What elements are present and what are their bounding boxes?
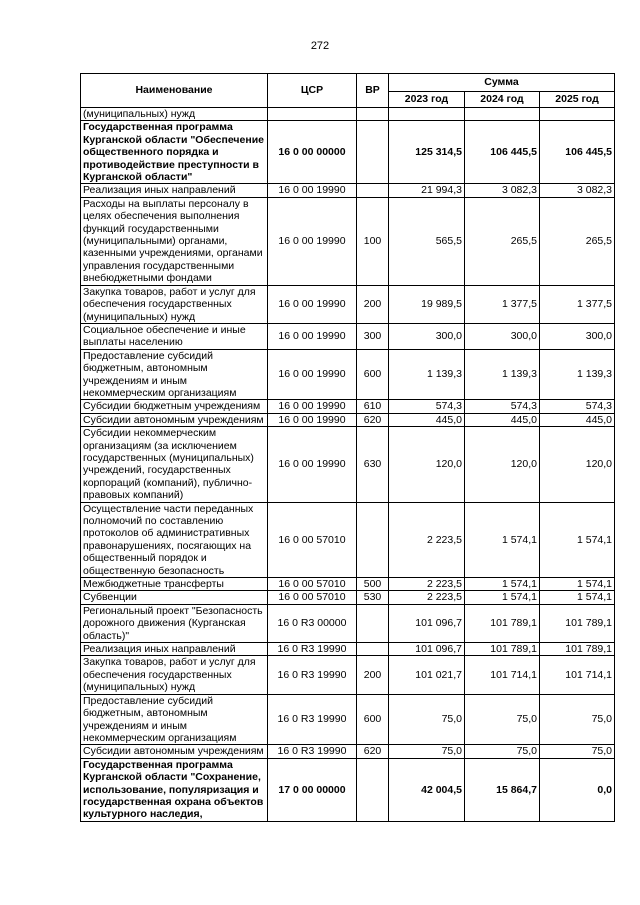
header-csr: ЦСР: [268, 74, 357, 108]
row-vr: 300: [357, 323, 389, 349]
table-row: [81, 400, 615, 413]
row-name: Субсидии бюджетным учреждениям: [81, 400, 268, 413]
row-csr: 16 0 R3 19990: [268, 643, 357, 656]
row-value-2023: 1 139,3: [389, 349, 465, 400]
row-value-2023: 101 021,7: [389, 656, 465, 694]
row-name: Социальное обеспечение и иные выплаты населению: [81, 323, 268, 349]
row-value-2024: 75,0: [465, 745, 540, 758]
row-vr: 610: [357, 400, 389, 413]
row-csr: 16 0 00 19990: [268, 197, 357, 285]
row-vr: [357, 758, 389, 821]
row-value-2023: 75,0: [389, 745, 465, 758]
row-value-2025: 101 789,1: [540, 643, 615, 656]
row-value-2025: 300,0: [540, 323, 615, 349]
row-value-2023: 120,0: [389, 427, 465, 502]
row-vr: 620: [357, 745, 389, 758]
row-csr: 16 0 R3 19990: [268, 656, 357, 694]
table-row: [81, 108, 615, 121]
row-vr: [357, 184, 389, 197]
row-value-2025: 1 139,3: [540, 349, 615, 400]
table-row: [81, 694, 615, 745]
row-value-2024: 15 864,7: [465, 758, 540, 821]
header-vr: ВР: [357, 74, 389, 108]
row-csr: [268, 108, 357, 121]
row-csr: 16 0 00 57010: [268, 502, 357, 577]
row-csr: 16 0 00 19990: [268, 427, 357, 502]
row-value-2023: 2 223,5: [389, 502, 465, 577]
row-name: Реализация иных направлений: [81, 184, 268, 197]
row-name: Закупка товаров, работ и услуг для обеспечения государственных (муниципальных) нужд: [81, 285, 268, 323]
row-value-2025: 101 714,1: [540, 656, 615, 694]
row-csr: 16 0 R3 19990: [268, 745, 357, 758]
row-value-2025: 1 574,1: [540, 502, 615, 577]
table-body: [81, 108, 615, 822]
row-csr: 16 0 00 57010: [268, 578, 357, 591]
header-2023: 2023 год: [389, 92, 465, 108]
row-value-2024: 574,3: [465, 400, 540, 413]
row-value-2024: 75,0: [465, 694, 540, 745]
row-value-2025: 445,0: [540, 413, 615, 426]
table-row: [81, 578, 615, 591]
row-value-2023: 300,0: [389, 323, 465, 349]
row-value-2025: 75,0: [540, 745, 615, 758]
table-row: [81, 643, 615, 656]
row-vr: 600: [357, 694, 389, 745]
row-vr: [357, 502, 389, 577]
row-vr: [357, 643, 389, 656]
row-value-2023: 565,5: [389, 197, 465, 285]
row-csr: 16 0 00 57010: [268, 591, 357, 604]
row-value-2023: 2 223,5: [389, 591, 465, 604]
row-value-2025: 1 574,1: [540, 591, 615, 604]
row-value-2025: [540, 108, 615, 121]
row-value-2023: [389, 108, 465, 121]
row-value-2025: 265,5: [540, 197, 615, 285]
row-value-2024: 265,5: [465, 197, 540, 285]
row-value-2024: 101 789,1: [465, 604, 540, 642]
row-csr: 16 0 00 19990: [268, 349, 357, 400]
row-value-2025: 106 445,5: [540, 121, 615, 184]
row-name: Закупка товаров, работ и услуг для обеспечения государственных (муниципальных) нужд: [81, 656, 268, 694]
row-value-2025: 1 377,5: [540, 285, 615, 323]
row-csr: 16 0 00 19990: [268, 184, 357, 197]
row-value-2025: 120,0: [540, 427, 615, 502]
row-vr: 500: [357, 578, 389, 591]
row-vr: [357, 604, 389, 642]
row-name: Межбюджетные трансферты: [81, 578, 268, 591]
row-csr: 16 0 R3 19990: [268, 694, 357, 745]
row-value-2025: 574,3: [540, 400, 615, 413]
row-value-2023: 125 314,5: [389, 121, 465, 184]
row-vr: 200: [357, 656, 389, 694]
row-value-2023: 445,0: [389, 413, 465, 426]
row-value-2023: 75,0: [389, 694, 465, 745]
row-value-2024: 1 574,1: [465, 591, 540, 604]
row-name: (муниципальных) нужд: [81, 108, 268, 121]
row-value-2024: 101 789,1: [465, 643, 540, 656]
row-value-2025: 1 574,1: [540, 578, 615, 591]
row-name: Предоставление субсидий бюджетным, автономным учреждениям и иным некоммерческим организациям: [81, 349, 268, 400]
row-value-2023: 574,3: [389, 400, 465, 413]
row-vr: 600: [357, 349, 389, 400]
row-value-2023: 2 223,5: [389, 578, 465, 591]
row-value-2024: 1 574,1: [465, 578, 540, 591]
header-sum: Сумма: [389, 74, 615, 92]
row-vr: 620: [357, 413, 389, 426]
budget-table: [80, 73, 615, 822]
row-name: Государственная программа Курганской области "Обеспечение общественного порядка и противодействие преступности в Курганской области": [81, 121, 268, 184]
row-value-2023: 101 096,7: [389, 604, 465, 642]
table-row: [81, 349, 615, 400]
row-value-2024: 300,0: [465, 323, 540, 349]
row-csr: 16 0 00 19990: [268, 400, 357, 413]
row-name: Субсидии автономным учреждениям: [81, 745, 268, 758]
row-name: Субвенции: [81, 591, 268, 604]
row-value-2024: 1 139,3: [465, 349, 540, 400]
row-csr: 16 0 R3 00000: [268, 604, 357, 642]
table-row: [81, 427, 615, 502]
row-vr: [357, 121, 389, 184]
header-2024: 2024 год: [465, 92, 540, 108]
table-row: [81, 656, 615, 694]
row-value-2024: 120,0: [465, 427, 540, 502]
row-value-2024: 106 445,5: [465, 121, 540, 184]
row-csr: 16 0 00 19990: [268, 413, 357, 426]
table-row: [81, 184, 615, 197]
table-row: [81, 758, 615, 821]
row-value-2024: 1 377,5: [465, 285, 540, 323]
row-vr: 630: [357, 427, 389, 502]
row-vr: 100: [357, 197, 389, 285]
row-value-2024: 445,0: [465, 413, 540, 426]
row-csr: 16 0 00 00000: [268, 121, 357, 184]
row-name: Государственная программа Курганской области "Сохранение, использование, популяризация и государственная охрана объектов культурного наследия,: [81, 758, 268, 821]
row-name: Осуществление части переданных полномочий по составлению протоколов об административных правонарушениях, посягающих на общественный порядок и общественную безопасность: [81, 502, 268, 577]
row-value-2023: 101 096,7: [389, 643, 465, 656]
row-vr: 530: [357, 591, 389, 604]
row-csr: 17 0 00 00000: [268, 758, 357, 821]
row-value-2024: [465, 108, 540, 121]
row-value-2025: 0,0: [540, 758, 615, 821]
row-value-2025: 3 082,3: [540, 184, 615, 197]
table-row: [81, 323, 615, 349]
page-number: 272: [310, 40, 330, 52]
row-value-2024: 101 714,1: [465, 656, 540, 694]
header-2025: 2025 год: [540, 92, 615, 108]
row-csr: 16 0 00 19990: [268, 323, 357, 349]
row-value-2023: 19 989,5: [389, 285, 465, 323]
row-name: Субсидии некоммерческим организациям (за исключением государственных (муниципальных) учреждений, государственных корпораций (компаний), публично-правовых компаний): [81, 427, 268, 502]
table-row: [81, 502, 615, 577]
row-value-2023: 42 004,5: [389, 758, 465, 821]
row-name: Региональный проект "Безопасность дорожного движения (Курганская область)": [81, 604, 268, 642]
table-row: [81, 121, 615, 184]
row-vr: 200: [357, 285, 389, 323]
row-name: Расходы на выплаты персоналу в целях обеспечения выполнения функций государственными (муниципальными) органами, казенными учреждениями, органами управления государственными внебюджетными фондами: [81, 197, 268, 285]
row-vr: [357, 108, 389, 121]
table-row: [81, 745, 615, 758]
row-value-2024: 1 574,1: [465, 502, 540, 577]
table-row: [81, 413, 615, 426]
table-row: [81, 197, 615, 285]
row-value-2023: 21 994,3: [389, 184, 465, 197]
row-value-2025: 75,0: [540, 694, 615, 745]
row-name: Субсидии автономным учреждениям: [81, 413, 268, 426]
table-row: [81, 591, 615, 604]
row-value-2025: 101 789,1: [540, 604, 615, 642]
row-csr: 16 0 00 19990: [268, 285, 357, 323]
row-value-2024: 3 082,3: [465, 184, 540, 197]
table-row: [81, 285, 615, 323]
table-row: [81, 604, 615, 642]
header-name: Наименование: [81, 74, 268, 108]
row-name: Реализация иных направлений: [81, 643, 268, 656]
row-name: Предоставление субсидий бюджетным, автономным учреждениям и иным некоммерческим организациям: [81, 694, 268, 745]
